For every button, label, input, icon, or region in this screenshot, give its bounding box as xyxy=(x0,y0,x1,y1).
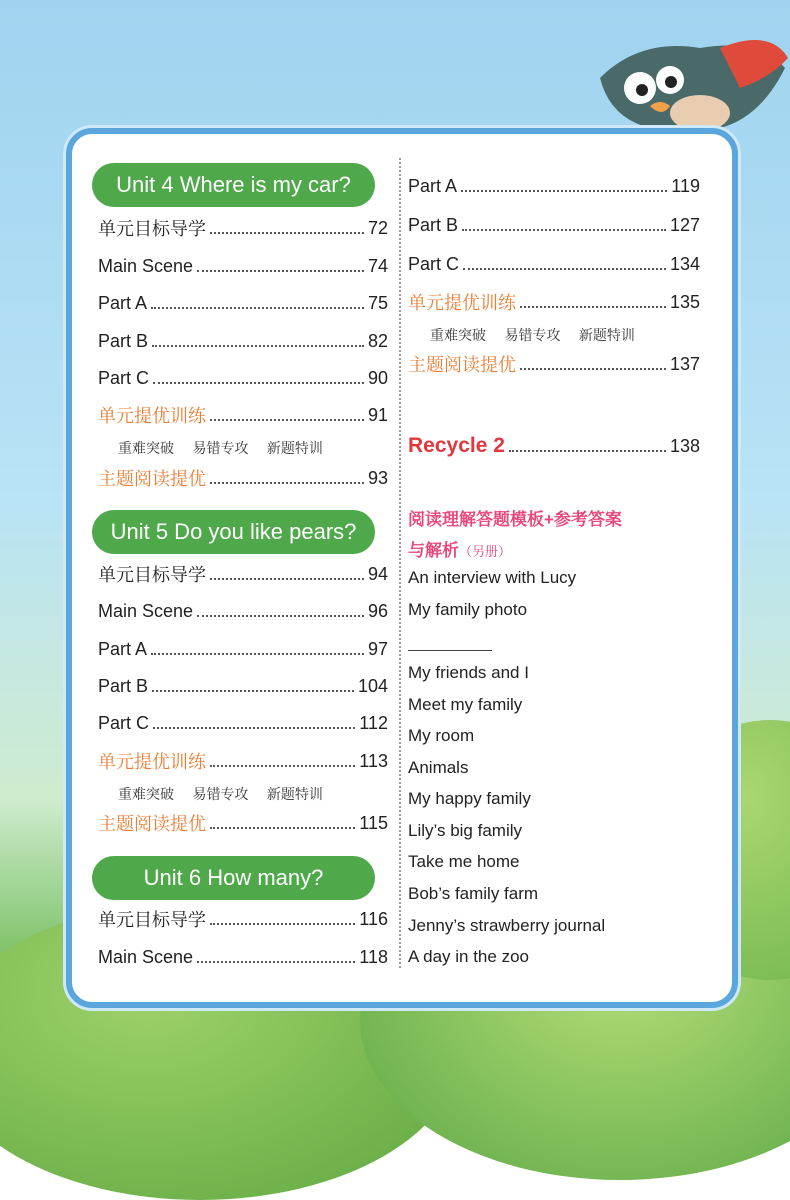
practice-subtopics: 重难突破 易错专攻 新题特训 xyxy=(118,787,323,803)
list-item: Take me home xyxy=(408,852,520,871)
list-item: My happy family xyxy=(408,789,531,808)
toc-row[interactable]: Main Scene 118 xyxy=(98,946,388,967)
toc-row[interactable]: Part C 134 xyxy=(408,253,700,274)
recycle-row[interactable]: Recycle 2 138 xyxy=(408,434,700,457)
reading-note: （另册） xyxy=(459,544,512,559)
unit6-banner: Unit 6 How many? xyxy=(92,856,375,900)
reading-title-line1: 阅读理解答题模板+参考答案 xyxy=(408,510,622,529)
list-item: My friends and I xyxy=(408,663,529,682)
list-item: Animals xyxy=(408,758,469,777)
list-item: Jenny’s strawberry journal xyxy=(408,916,606,935)
toc-row[interactable]: Part A 119 xyxy=(408,175,700,196)
toc-row-reading[interactable]: 主题阅读提优 137 xyxy=(408,353,700,375)
reading-title-line2: 与解析（另册） xyxy=(408,541,512,560)
toc-row-reading[interactable]: 主题阅读提优 93 xyxy=(98,467,388,489)
toc-row-practice[interactable]: 单元提优训练 135 xyxy=(408,291,700,313)
unit4-banner: Unit 4 Where is my car? xyxy=(92,163,375,207)
toc-row[interactable]: Part A 75 xyxy=(98,292,388,313)
toc-row[interactable]: Part B 104 xyxy=(98,675,388,696)
toc-row-reading[interactable]: 主题阅读提优 115 xyxy=(98,812,388,834)
toc-row[interactable]: Main Scene 96 xyxy=(98,600,388,621)
practice-subtopics: 重难突破 易错专攻 新题特训 xyxy=(430,328,635,344)
toc-row[interactable]: 单元目标导学 116 xyxy=(98,908,388,930)
toc-row[interactable]: Part C 112 xyxy=(98,712,388,733)
separator-line xyxy=(408,650,492,651)
unit5-banner: Unit 5 Do you like pears? xyxy=(92,510,375,554)
list-item: My room xyxy=(408,726,475,745)
toc-row[interactable]: 单元目标导学 94 xyxy=(98,563,388,585)
toc-row[interactable]: Part B 82 xyxy=(98,330,388,351)
practice-subtopics: 重难突破 易错专攻 新题特训 xyxy=(118,441,323,457)
toc-row-practice[interactable]: 单元提优训练 91 xyxy=(98,404,388,426)
toc-row-practice[interactable]: 单元提优训练 113 xyxy=(98,750,388,772)
list-item: My family photo xyxy=(408,600,528,619)
list-item: A day in the zoo xyxy=(408,947,529,966)
list-item: An interview with Lucy xyxy=(408,568,577,587)
toc-row[interactable]: Main Scene 74 xyxy=(98,255,388,276)
toc-row[interactable]: Part A 97 xyxy=(98,638,388,659)
list-item: Bob’s family farm xyxy=(408,884,539,903)
list-item: Lily’s big family xyxy=(408,821,523,840)
toc-row[interactable]: Part B 127 xyxy=(408,214,700,235)
toc-row[interactable]: 单元目标导学 72 xyxy=(98,217,388,239)
toc-row[interactable]: Part C 90 xyxy=(98,367,388,388)
column-divider xyxy=(399,158,401,968)
list-item: Meet my family xyxy=(408,695,523,714)
